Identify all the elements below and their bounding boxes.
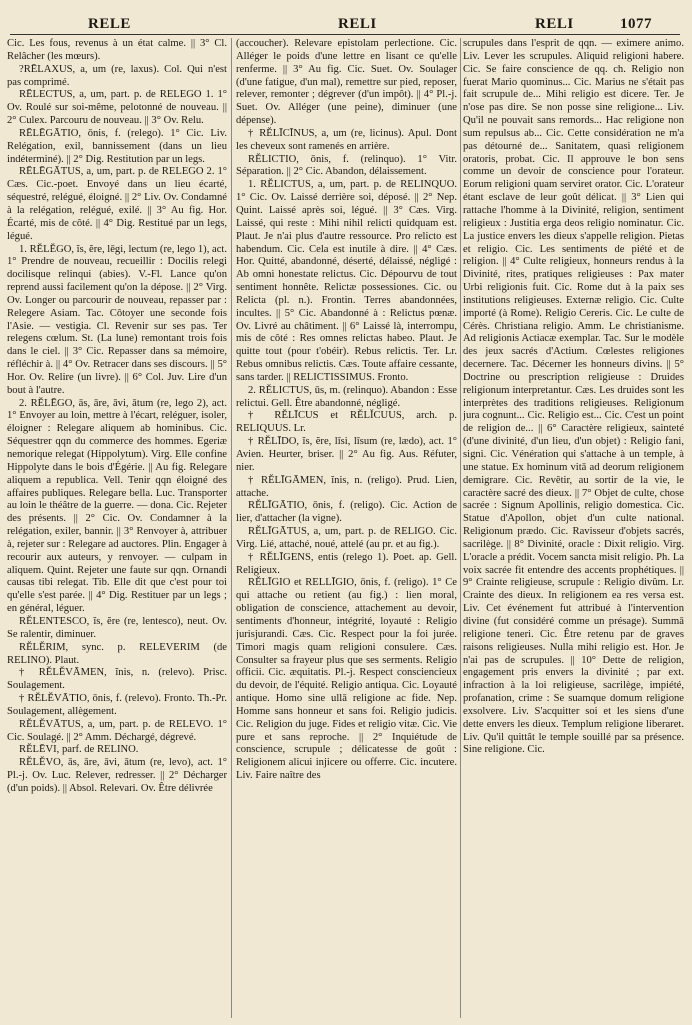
right-running-headword: RELI [535,16,574,32]
left-running-headword: RELE [88,16,131,32]
dictionary-entry: † RĔLĪCĪNUS, a, um (re, licinus). Apul. Dont les cheveux sont ramenés en arrière. [236,127,457,152]
dictionary-entry: † RĔLĔVĀTIO, ōnis, f. (relevo). Fronto. Th.-Pr. Soulagement, allègement. [7,693,227,717]
dictionary-entry: RĔLĪGĀTUS, a, um, part. p. de RELIGO. Cic. Virg. Lié, attaché, noué, attelé (au pr. et au fig.). [236,526,457,550]
column-center [236,38,457,1018]
column-right [463,38,684,1018]
dictionary-entry: scrupules dans l'esprit de qqn. — eximere animo. Liv. Lever les scrupules. Aliquid religioni habere. Cic. Se faire conscience de qq. ch. Religio non fuerat Mario quominus... Cic. Marius ne s'était pas fait scrupule de... Mihi religio est dicere. Ter. Je n'ose pas dire. Se non posse sine religione... Liv. Qu'il ne pouvait sans remords... Hac religione non sum repulsus ab... Cic. Cette considération ne m'a pas détourné de... Sanitatem, quasi religionem oratoris, probat. Cic. Il approuve le bon sens comme un devoir de conscience pour l'orateur. Eorum religioni quam serviret orator. Cic. L'orateur étant esclave de leur goût délicat. || 3° Lien qui rattache l'homme à la Divinité, religion, sentiment religieux : Justitia erga deos religio nominatur. Cic. La justice envers les dieux s'appelle religion. Pietas et religio. Cic. Les sentiments de piété et de religion. || 4° Culte religieux, honneurs rendus à la Divinité, rites, pratiques religieuses : Pax mater Urbi religionis fuit. Cic. Rome dut à la paix ses institutions religieuses. Externæ religio. Cic. Culte importé (à Rome). Religio Cereris. Cic. Le culte de Cérès. Christiana religio. Amm. Le christianisme. Ad religionis Actiacæ exemplar. Tac. Sur le modèle des jeux sacrés d'Actium. Cœlestes religiones decernere. Tac. Décerner les honneurs divins. || 5° Doctrine ou prescription religieuse : Druides religionum interpretantur. Cæs. Les druides sont les interprètes des traditions religieuses. Religionum jura cognunt... Cic. Religio est... Cic. C'est un point de religion de... || 6° Caractère religieux, sainteté (d'une divinité, d'un lieu, d'un objet) : Religio fani, signi. Cic. Vénération qui s'attache à un temple, à une statue. Ex hominum vitā ad deorum religionem demigrare. Cic. Revêtir, au sortir de la vie, le caractère sacré des dieux. || 7° Objet de culte, chose sacrée : Signum Apollinis, religio domestica. Cic. Statue d'Apollon, objet d'un culte national. Religionum prædo. Cic. Ravisseur d'objets sacrés, sacrilège. || 8° Divinité, oracle : Dixit religio. Virg. L'oracle a prédit. Vocem sancta misit religio. Ph. La voix sacrée fit entendre des accents prophétiques. || 9° Crainte religieuse, scrupule : Religio divûm. Lr. Crainte des dieux. In religionem ea res versa est. Liv. Cet événement fut attribué à l'intervention divine (fut considéré comme un présage). Summā religione teneri. Cic. Être retenu par de graves raisons religieuses. Nulla mihi religio est. Hor. Je n'ai pas de scrupules. || 10° Dette de religion, engagement pris envers la divinité ; par ext. infraction à la loi religieuse, sacrilège, impiété, profanation, crime : Se suamque domum religione exsolvere. Liv. S'acquitter soi et les siens d'une dette envers les dieux. Templum religione liberaret. Liv. Qu'il quittât le temple souillé par sa présence. Sine religione. Cic. [463,38,684,756]
dictionary-entry: RĔLĒVI, parf. de RELINO. [19,744,139,756]
dictionary-entry: RĔLENTESCO, ĭs, ĕre (re, lentesco), neut. Ov. Se ralentir, diminuer. [7,615,227,640]
dictionary-entry: † RĔLĪGĀMEN, ĭnis, n. (religo). Prud. Lien, attache. [236,474,457,499]
column-divider-right [460,38,461,1018]
page-header [0,10,692,36]
page-number: 1077 [620,16,652,32]
dictionary-entry: 2. RĔLĒGO, ās, āre, āvi, ātum (re, lego 2), act. 1° Envoyer au loin, mettre à l'écart, reléguer, isoler, éloigner : Relegare aliquem ab hominibus. Cic. Séquestrer qqn du commerce des hommes. Egeriæ nemorique relegat (Hippolytum). Virg. Elle confine Hippolyte dans le bois d'Égérie. || Au fig. Relegare aliquem a republica. Vell. Tenir qqn éloigné des affaires publiques. Relegare bella. Luc. Transporter au loin le théâtre de la guerre. — dona. Cic. Rejeter des présents. || 2° Cic. Ov. Condamner à la relégation, exiler, bannir. || 3° Renvoyer à, attribuer à, rejeter sur : Relegare ad auctores. Plin. Engager à recourir aux auteurs, y renvoyer. — culpam in aliquem. Quint. Rejeter une faute sur qqn. Ornandi causas tibi relegat. Tib. Elle dit que c'est pour toi qu'elle s'est parée. || 4° Dig. Restituer par un legs ; en général, léguer. [7,397,227,615]
dictionary-entry: RĒLĒGĀTUS, a, um, part. p. de RELEGO 2. 1° Cæs. Cic.-poet. Envoyé dans un lieu écarté, séquestré, relégué, éloigné. || 2° Liv. Ov. Condamné à la relégation, relégué, exilé. || 3° Au fig. Hor. Écarté, mis de côté. || 4° Dig. Restitué par un legs, légué. [7,166,227,242]
dictionary-entry: RĔLĪGĀTIO, ōnis, f. (religo). Cic. Action de lier, d'attacher (la vigne). [236,500,457,525]
column-divider-left [231,38,232,1018]
dictionary-entry: ?RĒLAXUS, a, um (re, laxus). Col. Qui n'est pas comprimé. [7,63,227,88]
dictionary-entry: † RĔLĔVĀMEN, ĭnis, n. (relevo). Prisc. Soulagement. [7,667,227,692]
dictionary-entry: † RĔLĪCUS et RĔLĬCUUS, arch. p. RELIQUUS. Lr. [236,410,457,435]
column-left [7,38,227,1018]
center-running-headword: RELI [338,16,377,32]
dictionary-entry: RĔLĔRIM, sync. p. RELEVERIM (de RELINO). Plaut. [7,641,227,666]
header-rule [10,34,680,35]
dictionary-entry: † RĔLĪDO, ĭs, ĕre, līsi, līsum (re, lædo), act. 1° Avien. Heurter, briser. || 2° Au fig. Aus. Réfuter, nier. [236,436,457,473]
dictionary-entry: RĒLĒGĀTIO, ōnis, f. (relego). 1° Cic. Liv. Relégation, exil, bannissement (dans un lieu indéterminé). || 2° Dig. Restitution par un legs. [7,127,227,165]
dictionary-entry: 1. RĔLICTUS, a, um, part. p. de RELINQUO. 1° Cic. Ov. Laissé derrière soi, déposé. || 2° Nep. Quint. Laissé après soi, légué. || 3° Cæs. Virg. Laissé, qui reste : Mihi nihil relicti quidquam est. Plaut. Je n'ai plus d'autre ressource. Pro relicto est habendum. Cic. Cela est inutile à dire. || 4° Cæs. Hor. Quitté, abandonné, déserté, délaissé, négligé : Ab omni honestate relictus. Cic. Dépourvu de tout sentiment honnête. Relictæ possessiones. Cic. ou Relicta (pl. n.). Frontin. Terres abandonnées, incultes. || 5° Cic. Abandonné à : Relictus pœnæ. Ov. Livré au châtiment. || 6° Laissé là, interrompu, mis de côté : Res omnes relictas habeo. Plaut. Je quitte tout (pour t'obéir). Rebus relictis. Ter. Lr. Rebus omnibus relictis. Cæs. Toute affaire cessante, sans tarder. || RELICTISSIMUS. Fronto. [236,179,457,383]
dictionary-entry: (accoucher). Relevare epistolam perlectione. Cic. Alléger le poids d'une lettre en lisant ce qu'elle renferme. || 3° Au fig. Cic. Suet. Ov. Soulager (d'une fatigue, d'un mal), remettre sur pied, reposer, relever, remonter ; dégrever (d'un impôt). || 4° Pl.-j. Suet. Ov. Alléger (une peine), diminuer (une dépense). [236,38,457,127]
dictionary-entry: 2. RĔLICTUS, ūs, m. (relinquo). Abandon : Esse relictui. Gell. Être abandonné, négligé. [236,384,457,409]
dictionary-entry: RĔLĔVO, ās, āre, āvi, ātum (re, levo), act. 1° Pl.-j. Ov. Luc. Relever, redresser. || 2° Décharger (d'un poids). || Absol. Relevari. Ov. Être délivrée [7,757,227,794]
dictionary-entry: RĔLICTIO, ōnis, f. (relinquo). 1° Vitr. Séparation. || 2° Cic. Abandon, délaissement. [236,153,457,178]
dictionary-entry: † RĔLĪGENS, entis (relego 1). Poet. ap. Gell. Religieux. [236,551,457,576]
dictionary-entry: RĒLECTUS, a, um, part. p. de RELEGO 1. 1° Ov. Roulé sur soi-même, pelotonné de nouveau. || 2° Culex. Parcouru de nouveau. || 3° Ov. Relu. [7,89,227,127]
dictionary-entry: RĔLĔVĀTUS, a, um, part. p. de RELEVO. 1° Cic. Soulagé. || 2° Amm. Déchargé, dégrevé. [7,718,227,743]
dictionary-entry: Cic. Les fous, revenus à un état calme. || 3° Cl. Relâcher (les mœurs). [7,38,227,62]
dictionary-entry: 1. RĔLĔGO, ĭs, ĕre, lēgi, lectum (re, lego 1), act. 1° Prendre de nouveau, recueillir : Docilis relegi docilisque relinqui (abies). V.-Fl. Lance qu'on reprend aussi facilement qu'on la dépose. || 2° Virg. Ov. Longer ou parcourir de nouveau, repasser par : Relegere Asiam. Tac. Côtoyer une seconde fois l'Asie. — vestigia. Cl. Revenir sur ses pas. Ter relegens cœlum. St. (La lune) remontant trois fois dans le ciel. || 3° Cic. Repasser dans sa mémoire, réfléchir à. || 4° Ov. Retracer dans ses discours. || 5° Hor. Ov. Relire (un livre). || 6° Col. Juv. Lire d'un bout à l'autre. [7,243,227,396]
dictionary-entry: RĔLĪGIO et RELLĪGIO, ōnis, f. (religo). 1° Ce qui attache ou retient (au fig.) : lien moral, obligation de conscience, attachement au devoir, sentiments d'honneur, intégrité, loyauté : Religio jurisjurandi. Cæs. Cic. Respect pour la foi jurée. Timori magis quam religioni consulere. Cæs. Consulter sa frayeur plus que ses serments. Religio officii. Cic. æquitatis. Pl.-j. Respect consciencieux du devoir, de l'équité. Religio antiqua. Cic. Loyauté antique. Homo sine ullā religione ac fide. Nep. Homme sans honneur et sans foi. Religio judicis. Cic. Religion du juge. Fides et religio vitæ. Cic. Vie pure et sans reproche. || 2° Inquiétude de conscience, scrupule ; délicatesse de goût : Religionem alicui injicere ou offerre. Cic. incutere. Liv. Faire naître des [236,577,457,782]
